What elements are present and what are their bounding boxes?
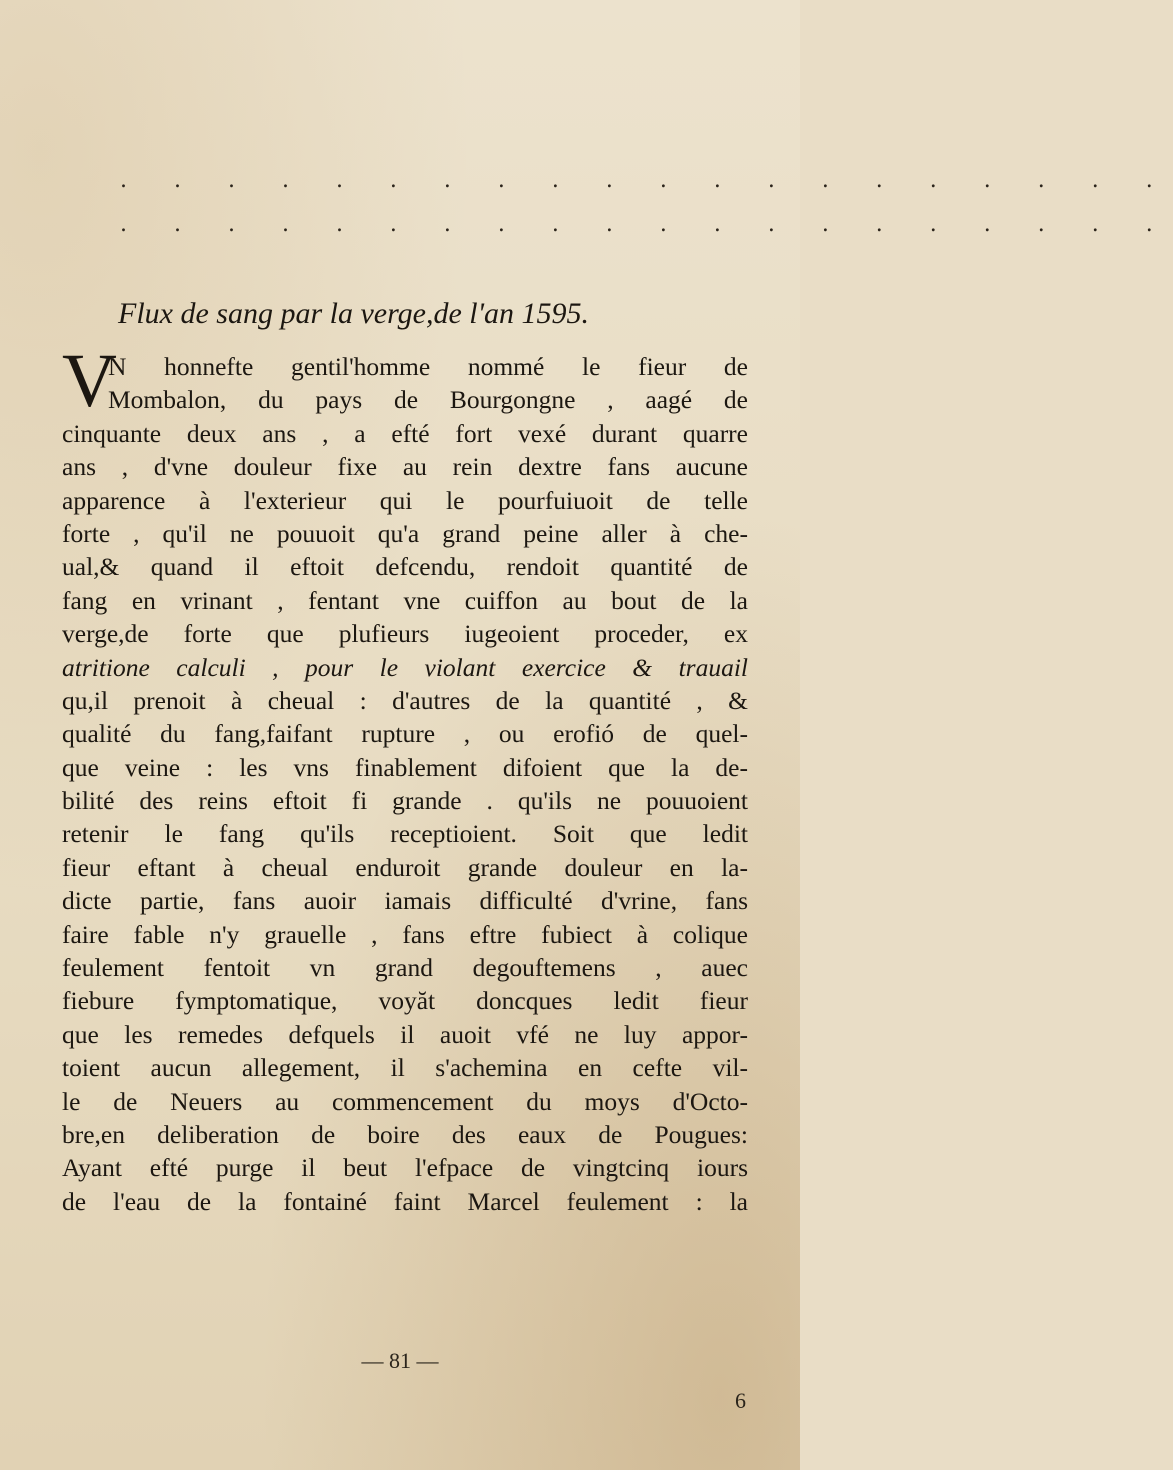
text-line: feulement fentoit vn grand degouftemens , auec xyxy=(62,953,748,983)
text-line: Ayant efté purge il beut l'efpace de vingtcinq iours xyxy=(62,1153,748,1183)
text-line: qu,il prenoit à cheual : d'autres de la quantité , & xyxy=(62,685,748,715)
body-text xyxy=(62,339,748,1218)
ornament-dots-row: . . . . . . . . . . . . . . . . . . . . xyxy=(120,212,1173,237)
section-heading: Flux de sang par la verge,de l'an 1595. xyxy=(118,297,590,330)
text-line: que veine : les vns finablement difoient que la de- xyxy=(62,752,748,782)
text-line: fiebure fymptomatique, voyăt doncques ledit fieur xyxy=(62,986,748,1016)
text-line: Mombalon, du pays de Bourgongne , aagé de xyxy=(108,385,748,415)
text-line: atritione calculi , pour le violant exercice & trauail xyxy=(62,652,748,682)
signature-mark: 6 xyxy=(735,1388,746,1413)
text-line: N honnefte gentil'homme nommé le fieur de xyxy=(108,352,748,381)
text-line: de l'eau de la fontainé faint Marcel feulement : la xyxy=(62,1186,748,1216)
text-line: verge,de forte que plufieurs iugeoient proceder, ex xyxy=(62,619,748,649)
text-line: retenir le fang qu'ils receptioient. Soit que ledit xyxy=(62,819,748,849)
text-line: toient aucun allegement, il s'achemina en cefte vil- xyxy=(62,1053,748,1083)
text-line: dicte partie, fans auoir iamais difficulté d'vrine, fans xyxy=(62,886,748,916)
text-line: bilité des reins eftoit fi grande . qu'ils ne pouuoient xyxy=(62,786,748,816)
ornament-dots-row: . . . . . . . . . . . . . . . . . . . . xyxy=(120,168,1173,193)
text-line: cinquante deux ans , a efté fort vexé durant quarre xyxy=(62,418,748,448)
text-line: fieur eftant à cheual enduroit grande douleur en la- xyxy=(62,852,748,882)
text-line: fang en vrinant , fentant vne cuiffon au bout de la xyxy=(62,585,748,615)
text-line: le de Neuers au commencement du moys d'Octo- xyxy=(62,1086,748,1116)
text-line: faire fable n'y grauelle , fans eftre fubiect à colique xyxy=(62,919,748,949)
page-number: — 81 — xyxy=(361,1348,439,1373)
text-line: forte , qu'il ne pouuoit qu'a grand peine aller à che- xyxy=(62,518,748,548)
text-line: ual,& quand il eftoit defcendu, rendoit quantité de xyxy=(62,552,748,582)
text-line: qualité du fang,faifant rupture , ou erofió de quel- xyxy=(62,719,748,749)
drop-cap: V xyxy=(62,339,117,423)
text-line: apparence à l'exterieur qui le pourfuiuoit de telle xyxy=(62,485,748,515)
text-line: ans , d'vne douleur fixe au rein dextre fans aucune xyxy=(62,452,748,482)
text-line: que les remedes defquels il auoit vfé ne luy appor- xyxy=(62,1019,748,1049)
text-line: bre,en deliberation de boire des eaux de Pougues: xyxy=(62,1119,748,1149)
